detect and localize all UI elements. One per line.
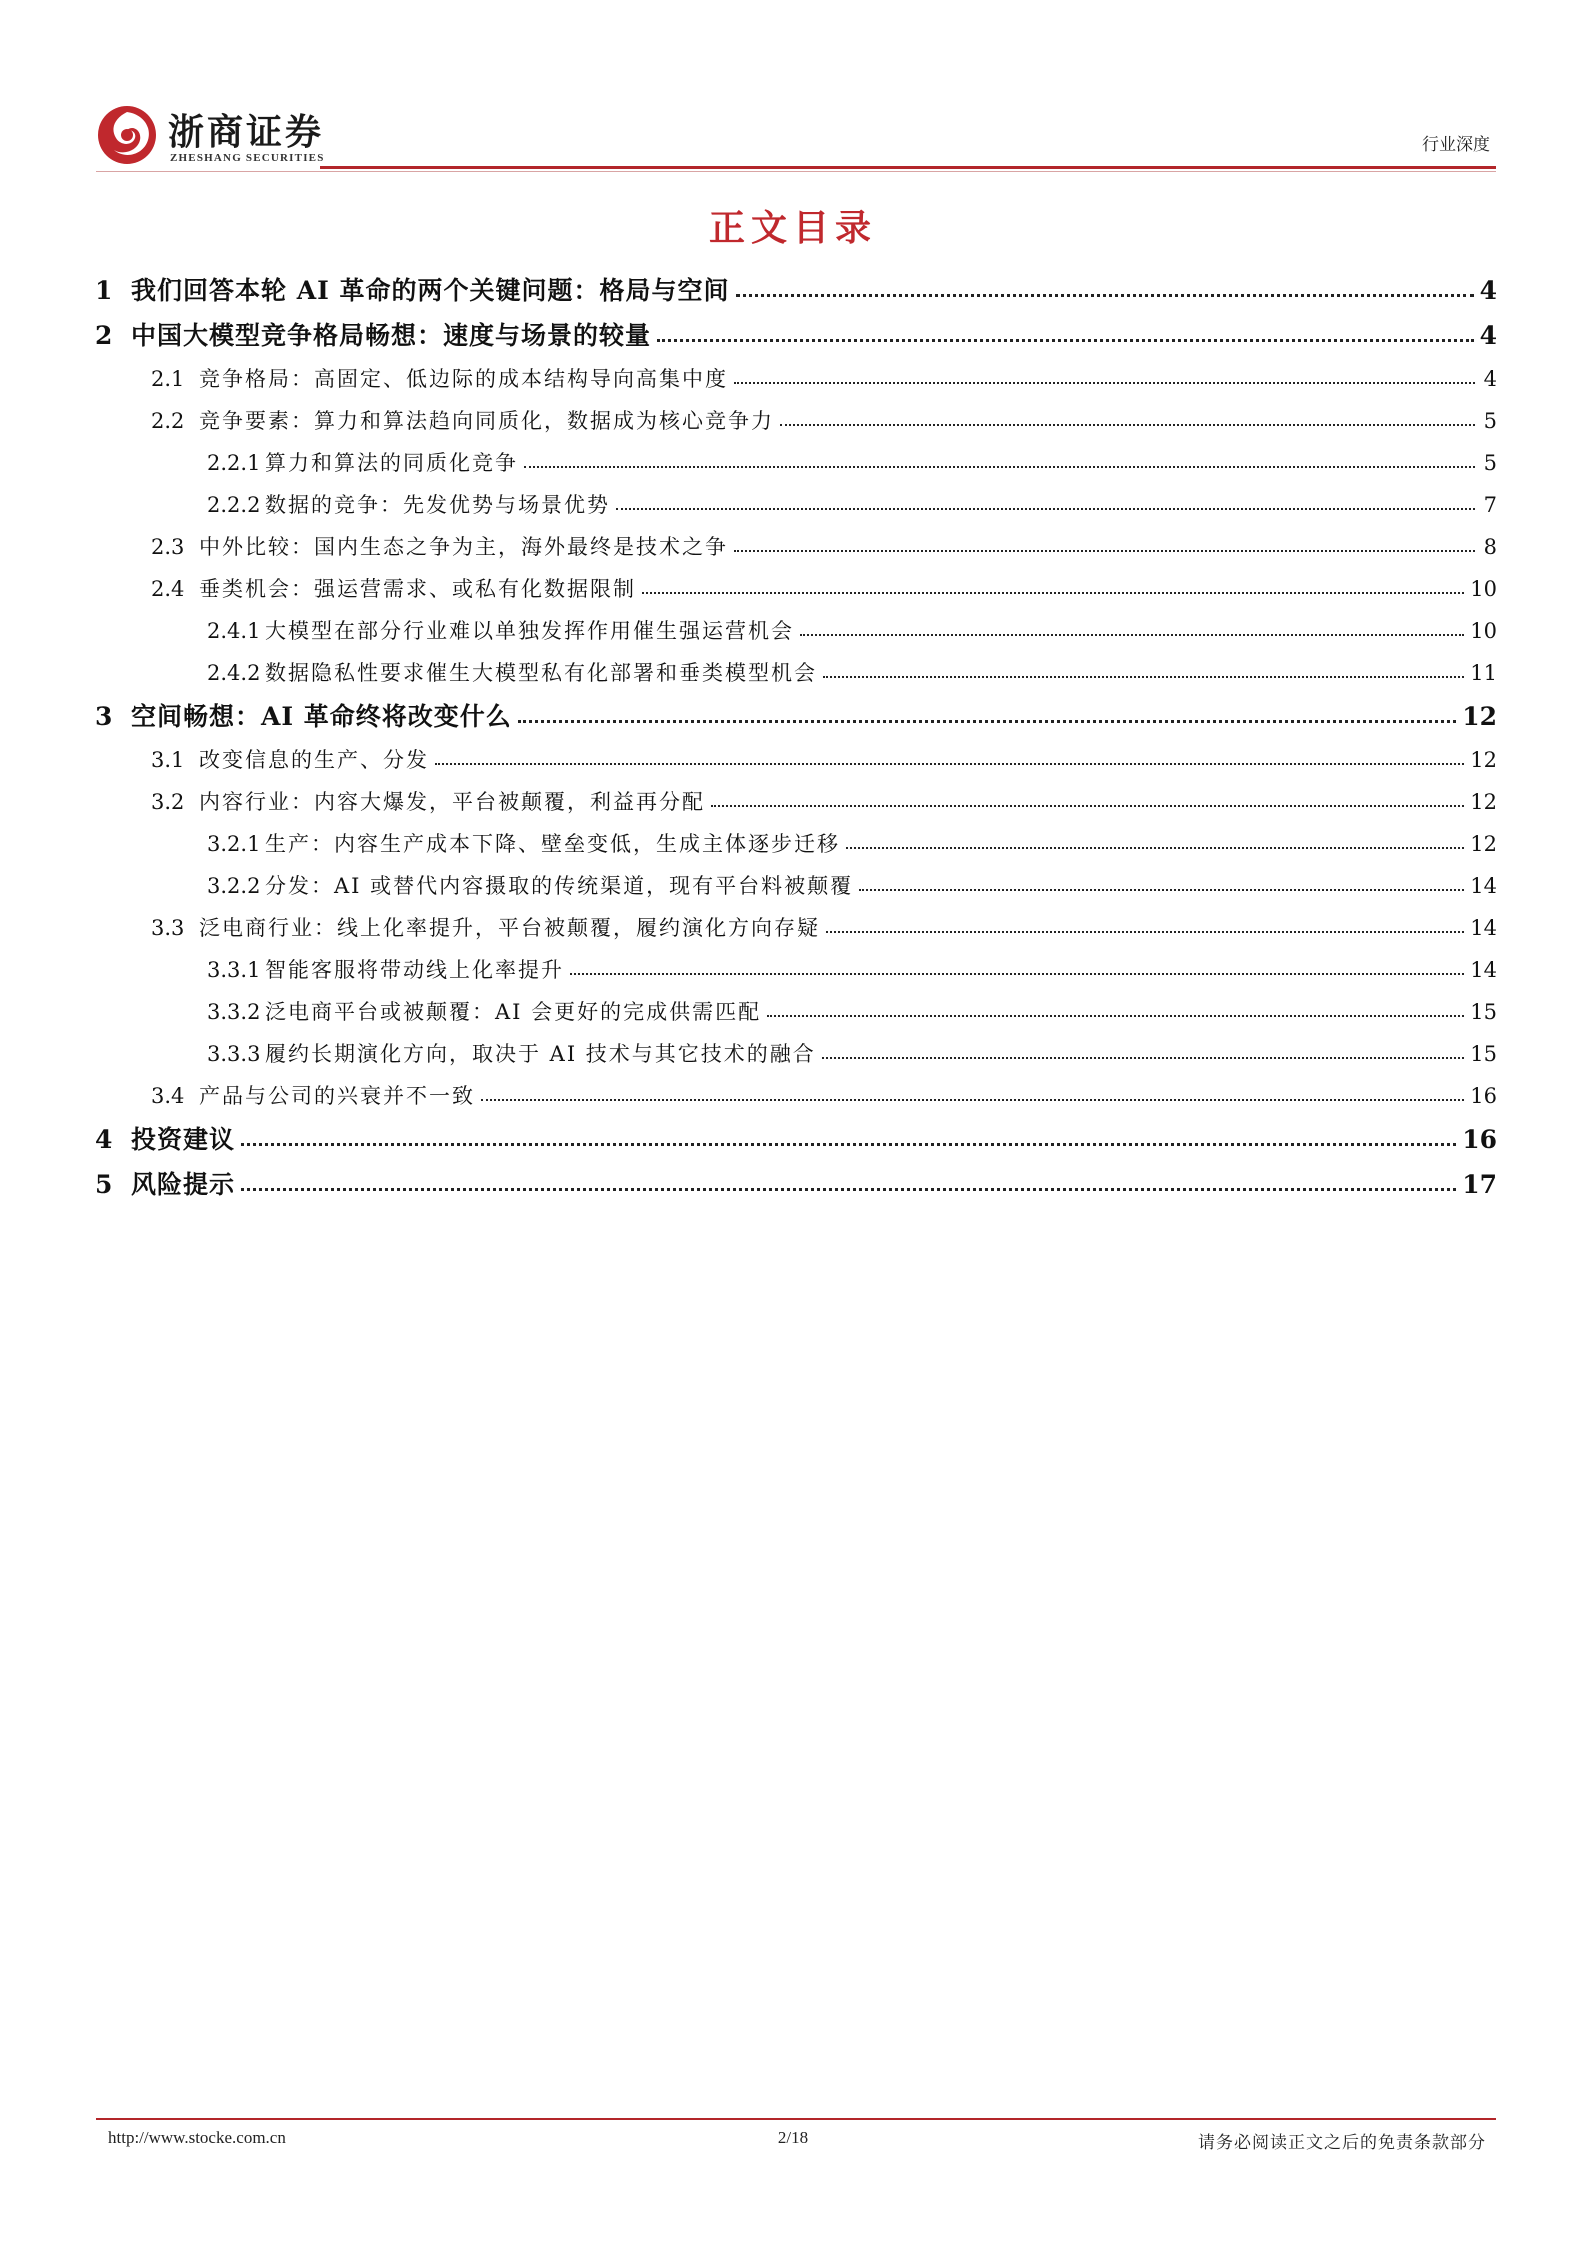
toc-entry-page: 14 — [1470, 874, 1497, 898]
toc-entry-title: 我们回答本轮 AI 革命的两个关键问题：格局与空间 — [131, 276, 730, 305]
toc-entry-number: 2.4.2 — [207, 661, 261, 685]
footer-page-number: 2/18 — [777, 2128, 809, 2147]
toc-entry-page: 4 — [1479, 321, 1497, 350]
toc-entry-number: 1 — [95, 276, 113, 305]
toc-dot-leader — [736, 292, 1474, 297]
toc-dot-leader — [800, 632, 1464, 636]
toc-entry-number: 3 — [95, 702, 113, 731]
toc-entry-number: 2.2 — [151, 409, 185, 433]
toc-entry-title: 履约长期演化方向，取决于 AI 技术与其它技术的融合 — [265, 1042, 816, 1066]
report-type-tag: 行业深度 — [1422, 135, 1490, 155]
toc-entry-page: 5 — [1483, 451, 1497, 475]
toc-dot-leader — [846, 845, 1464, 849]
toc-entry-page: 14 — [1470, 916, 1497, 940]
toc-dot-leader — [780, 422, 1475, 426]
footer-disclaimer: 请务必阅读正文之后的免责条款部分 — [1198, 2133, 1486, 2153]
toc-dot-leader — [823, 674, 1464, 678]
footer-url-link[interactable]: http://www.stocke.com.cn — [108, 2128, 286, 2147]
toc-entry[interactable] — [95, 823, 1497, 865]
toc-entry-page: 12 — [1462, 702, 1497, 731]
toc-entry[interactable] — [95, 1162, 1497, 1207]
toc-entry[interactable] — [95, 1075, 1497, 1117]
toc-entry-number: 3.3.2 — [207, 1000, 261, 1024]
toc-dot-leader — [241, 1141, 1456, 1146]
toc-entry-page: 16 — [1470, 1084, 1497, 1108]
toc-entry-page: 16 — [1462, 1125, 1497, 1154]
toc-entry[interactable] — [95, 358, 1497, 400]
toc-dot-leader — [711, 803, 1464, 807]
toc-entry-page: 14 — [1470, 958, 1497, 982]
toc-entry-number: 2.4 — [151, 577, 185, 601]
toc-entry-title: 投资建议 — [131, 1125, 236, 1154]
toc-entry-number: 2.3 — [151, 535, 185, 559]
logo-english-name: ZHESHANG SECURITIES — [170, 152, 325, 164]
toc-entry[interactable] — [95, 484, 1497, 526]
toc-entry[interactable] — [95, 781, 1497, 823]
toc-entry-page: 4 — [1483, 367, 1497, 391]
toc-entry[interactable] — [95, 1033, 1497, 1075]
toc-entry[interactable] — [95, 991, 1497, 1033]
toc-entry-number: 3.2.1 — [207, 832, 261, 856]
toc-entry-page: 4 — [1479, 276, 1497, 305]
toc-dot-leader — [734, 380, 1475, 384]
toc-entry-page: 15 — [1470, 1000, 1497, 1024]
header-divider — [320, 166, 1496, 169]
toc-entry[interactable] — [95, 268, 1497, 313]
toc-entry[interactable] — [95, 907, 1497, 949]
toc-entry[interactable] — [95, 652, 1497, 694]
toc-entry-page: 10 — [1470, 577, 1497, 601]
toc-dot-leader — [616, 506, 1475, 510]
toc-entry-page: 7 — [1483, 493, 1497, 517]
toc-dot-leader — [241, 1186, 1456, 1191]
toc-entry-title: 分发：AI 或替代内容摄取的传统渠道，现有平台料被颠覆 — [265, 874, 854, 898]
toc-entry[interactable] — [95, 442, 1497, 484]
toc-entry-title: 算力和算法的同质化竞争 — [265, 451, 518, 475]
toc-entry-number: 2.4.1 — [207, 619, 261, 643]
toc-entry-title: 竞争要素：算力和算法趋向同质化，数据成为核心竞争力 — [199, 409, 774, 433]
toc-dot-leader — [518, 718, 1456, 723]
toc-entry-page: 12 — [1470, 790, 1497, 814]
table-of-contents — [95, 268, 1497, 1207]
toc-entry-number: 2.2.2 — [207, 493, 261, 517]
toc-dot-leader — [859, 887, 1464, 891]
toc-entry-title: 产品与公司的兴衰并不一致 — [199, 1084, 475, 1108]
toc-entry[interactable] — [95, 526, 1497, 568]
toc-entry-title: 中外比较：国内生态之争为主，海外最终是技术之争 — [199, 535, 728, 559]
toc-entry[interactable] — [95, 610, 1497, 652]
toc-entry[interactable] — [95, 739, 1497, 781]
toc-entry-title: 垂类机会：强运营需求、或私有化数据限制 — [199, 577, 636, 601]
toc-entry-title: 内容行业：内容大爆发，平台被颠覆，利益再分配 — [199, 790, 705, 814]
toc-dot-leader — [435, 761, 1464, 765]
toc-dot-leader — [657, 337, 1474, 342]
toc-entry[interactable] — [95, 313, 1497, 358]
toc-entry-title: 智能客服将带动线上化率提升 — [265, 958, 564, 982]
toc-entry-title: 数据的竞争：先发优势与场景优势 — [265, 493, 610, 517]
toc-entry-number: 3.3.3 — [207, 1042, 261, 1066]
toc-dot-leader — [822, 1055, 1464, 1059]
toc-entry-number: 3.3 — [151, 916, 185, 940]
toc-entry-page: 17 — [1462, 1170, 1497, 1199]
toc-dot-leader — [524, 464, 1475, 468]
toc-entry-number: 2.2.1 — [207, 451, 261, 475]
zheshang-logo-icon — [96, 104, 158, 166]
toc-entry-number: 2 — [95, 321, 113, 350]
toc-entry-number: 3.3.1 — [207, 958, 261, 982]
toc-dot-leader — [642, 590, 1464, 594]
toc-entry-title: 中国大模型竞争格局畅想：速度与场景的较量 — [131, 321, 652, 350]
toc-dot-leader — [734, 548, 1475, 552]
toc-entry-number: 3.4 — [151, 1084, 185, 1108]
toc-entry-title: 大模型在部分行业难以单独发挥作用催生强运营机会 — [265, 619, 794, 643]
toc-entry-number: 3.2 — [151, 790, 185, 814]
toc-entry-number: 5 — [95, 1170, 113, 1199]
toc-title: 正文目录 — [708, 208, 877, 249]
toc-entry-title: 改变信息的生产、分发 — [199, 748, 429, 772]
toc-entry-title: 数据隐私性要求催生大模型私有化部署和垂类模型机会 — [265, 661, 817, 685]
toc-entry-title: 生产：内容生产成本下降、壁垒变低，生成主体逐步迁移 — [265, 832, 840, 856]
toc-entry[interactable] — [95, 568, 1497, 610]
company-logo — [96, 100, 332, 172]
toc-dot-leader — [481, 1097, 1464, 1101]
toc-entry-number: 3.1 — [151, 748, 185, 772]
toc-dot-leader — [570, 971, 1464, 975]
toc-entry-title: 泛电商平台或被颠覆：AI 会更好的完成供需匹配 — [265, 1000, 762, 1024]
toc-entry-page: 10 — [1470, 619, 1497, 643]
toc-entry-title: 风险提示 — [131, 1170, 236, 1199]
toc-entry-title: 竞争格局：高固定、低边际的成本结构导向高集中度 — [199, 367, 728, 391]
toc-entry-page: 15 — [1470, 1042, 1497, 1066]
toc-entry-page: 11 — [1470, 661, 1497, 685]
footer-divider — [96, 2118, 1496, 2120]
toc-entry-number: 2.1 — [151, 367, 185, 391]
toc-dot-leader — [767, 1013, 1464, 1017]
toc-entry-page: 5 — [1483, 409, 1497, 433]
toc-entry-page: 8 — [1483, 535, 1497, 559]
toc-entry-number: 4 — [95, 1125, 113, 1154]
toc-dot-leader — [826, 929, 1464, 933]
toc-entry-page: 12 — [1470, 748, 1497, 772]
toc-entry[interactable] — [95, 949, 1497, 991]
toc-entry[interactable] — [95, 694, 1497, 739]
toc-entry-title: 空间畅想：AI 革命终将改变什么 — [131, 702, 512, 731]
toc-entry[interactable] — [95, 400, 1497, 442]
toc-entry-page: 12 — [1470, 832, 1497, 856]
toc-entry[interactable] — [95, 865, 1497, 907]
header-divider-thin — [96, 171, 1496, 172]
logo-chinese-name: 浙商证券 — [168, 112, 325, 153]
toc-entry[interactable] — [95, 1117, 1497, 1162]
toc-entry-number: 3.2.2 — [207, 874, 261, 898]
toc-entry-title: 泛电商行业：线上化率提升，平台被颠覆，履约演化方向存疑 — [199, 916, 820, 940]
